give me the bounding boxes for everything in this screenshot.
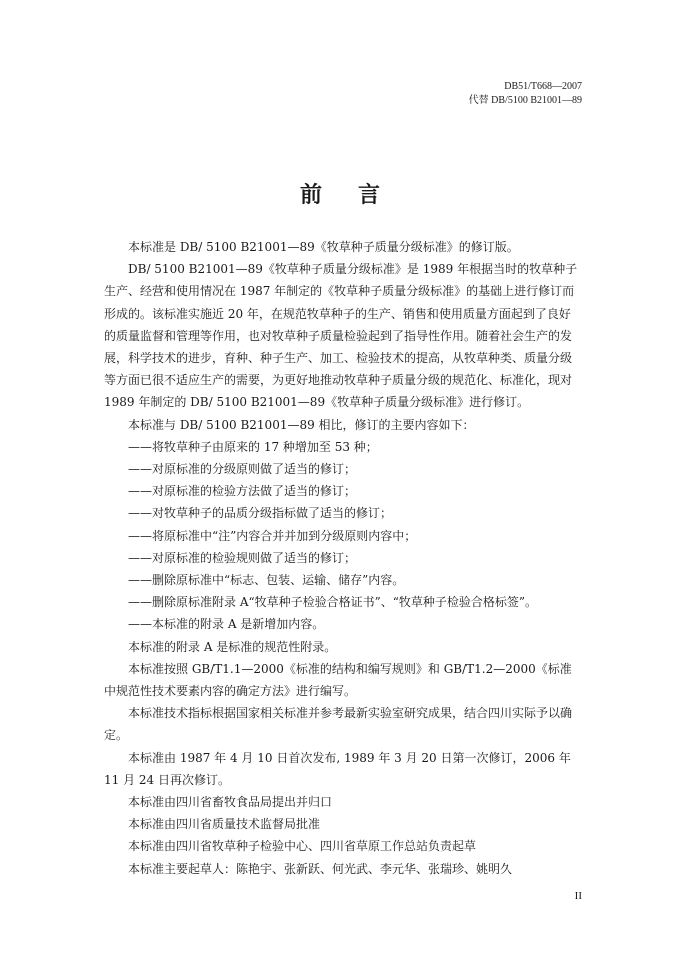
standard-header <box>469 80 582 108</box>
paragraph: 本标准是 DB/ 5100 B21001—89《牧草种子质量分级标准》的修订版。 <box>128 240 519 254</box>
list-item: ——对牧草种子的品质分级指标做了适当的修订； <box>128 506 393 521</box>
paragraph: 本标准由四川省畜牧食品局提出并归口 <box>128 795 333 810</box>
list-item: ——将牧草种子由原来的 17 种增加至 53 种； <box>128 439 378 454</box>
paragraph: 本标准由四川省质量技术监督局批准 <box>128 817 321 832</box>
paragraph: 本标准按照 GB/T1.1—2000《标准的结构和编写规则》和 GB/T1.2—2000《标准中规范性技术要素内容的确定方法》进行编写。 <box>104 661 572 699</box>
paragraph: 本标准的附录 A 是标准的规范性附录。 <box>128 639 337 654</box>
standard-number: DB51/T668—2007 <box>504 81 582 92</box>
document-body <box>104 236 580 880</box>
list-item: ——对原标准的检验规则做了适当的修订； <box>128 550 357 565</box>
paragraph: 本标准技术指标根据国家相关标准并参考最新实验室研究成果，结合四川实际予以确定。 <box>104 706 573 743</box>
page-title: 前言 <box>299 183 416 208</box>
page-number: II <box>574 890 582 902</box>
paragraph: 本标准主要起草人：陈艳宇、张新跃、何光武、李元华、张瑞珍、姚明久 <box>128 861 513 876</box>
list-item: ——将原标准中“注”内容合并并加到分级原则内容中； <box>128 528 417 543</box>
list-item: ——本标准的附录 A 是新增加内容。 <box>128 617 325 632</box>
paragraph: 本标准由 1987 年 4 月 10 日首次发布, 1989 年 3 月 20 日第一次修订，2006 年 11 月 24 日再次修订。 <box>104 750 571 787</box>
paragraph: 本标准由四川省牧草种子检验中心、四川省草原工作总站负责起草 <box>128 839 477 854</box>
replaces-standard: 代替 DB/5100 B21001—89 <box>468 95 582 106</box>
list-item: ——删除原标准附录 A“牧草种子检验合格证书”、“牧草种子检验合格标签”。 <box>128 595 538 610</box>
list-item: ——对原标准的分级原则做了适当的修订； <box>128 462 357 477</box>
paragraph: DB/ 5100 B21001—89《牧草种子质量分级标准》是 1989 年根据当时的牧草种子生产、经营和使用情况在 1987 年制定的《牧草种子质量分级标准》的基础上进行修订而形成的。该标准实施近 20 年，在规范牧草种子的生产、销售和使用质量方面起到了良好的质量监督和管理等作用，也对牧草种子质量检验起到了指导性作用。随着社会生产的发展，科学技术的进步，育种、种子生产、加工、检验技术的提高，从牧草种类、质量分级等方面已很不适应生产的需要，为更好地推动牧草种子质量分级的规范化、标准化，现对 1989 年制定的 DB/ 5100 B21001—89《牧草种子质量分级标准》进行修订。 <box>104 262 578 410</box>
list-item: ——删除原标准中“标志、包装、运输、储存”内容。 <box>128 573 405 588</box>
list-item: ——对原标准的检验方法做了适当的修订； <box>128 484 357 499</box>
paragraph: 本标准与 DB/ 5100 B21001—89 相比，修订的主要内容如下： <box>128 417 475 432</box>
